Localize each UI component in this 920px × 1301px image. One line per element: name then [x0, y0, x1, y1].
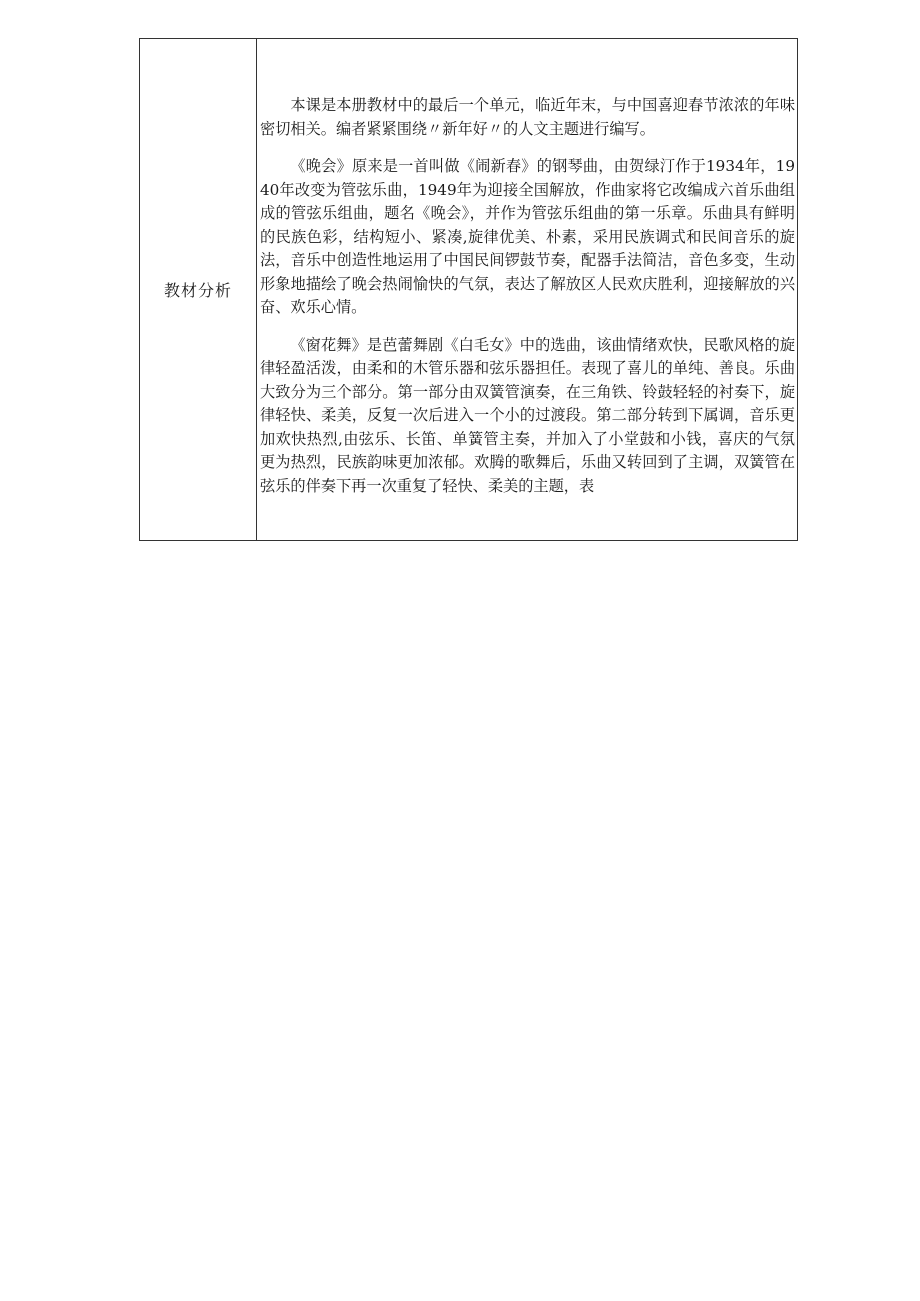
row-label: 教材分析 [163, 281, 232, 300]
analysis-table [139, 38, 798, 541]
label-cell [140, 39, 257, 540]
paragraph-intro: 本课是本册教材中的最后一个单元，临近年末，与中国喜迎春节浓浓的年味密切相关。编者紧紧围绕〃新年好〃的人文主题进行编写。 [260, 96, 795, 138]
paragraph-wanhui: 《晚会》原来是一首叫做《闹新春》的钢琴曲，由贺绿汀作于1934年，1940年改变为管弦乐曲，1949年为迎接全国解放，作曲家将它改编成六首乐曲组成的管弦乐组曲，题名《晚会》，并作为管弦乐组曲的第一乐章。乐曲具有鲜明的民族色彩，结构短小、紧凑,旋律优美、朴素，采用民族调式和民间音乐的旋法，音乐中创造性地运用了中国民间锣鼓节奏，配器手法简洁，音色多变，生动形象地描绘了晚会热闹愉快的气氛，表达了解放区人民欢庆胜利，迎接解放的兴奋、欢乐心情。 [260, 157, 795, 316]
content-cell [257, 39, 797, 540]
paragraph-chuanghuawu: 《窗花舞》是芭蕾舞剧《白毛女》中的选曲，该曲情绪欢快，民歌风格的旋律轻盈活泼，由柔和的木管乐器和弦乐器担任。表现了喜儿的单纯、善良。乐曲大致分为三个部分。第一部分由双簧管演奏，在三角铁、铃鼓轻轻的衬奏下，旋律轻快、柔美，反复一次后进入一个小的过渡段。第二部分转到下属调，音乐更加欢快热烈,由弦乐、长笛、单簧管主奏，并加入了小堂鼓和小钱，喜庆的气氛更为热烈，民族韵味更加浓郁。欢腾的歌舞后，乐曲又转回到了主调，双簧管在弦乐的伴奏下再一次重复了轻快、柔美的主题，表 [260, 335, 795, 495]
